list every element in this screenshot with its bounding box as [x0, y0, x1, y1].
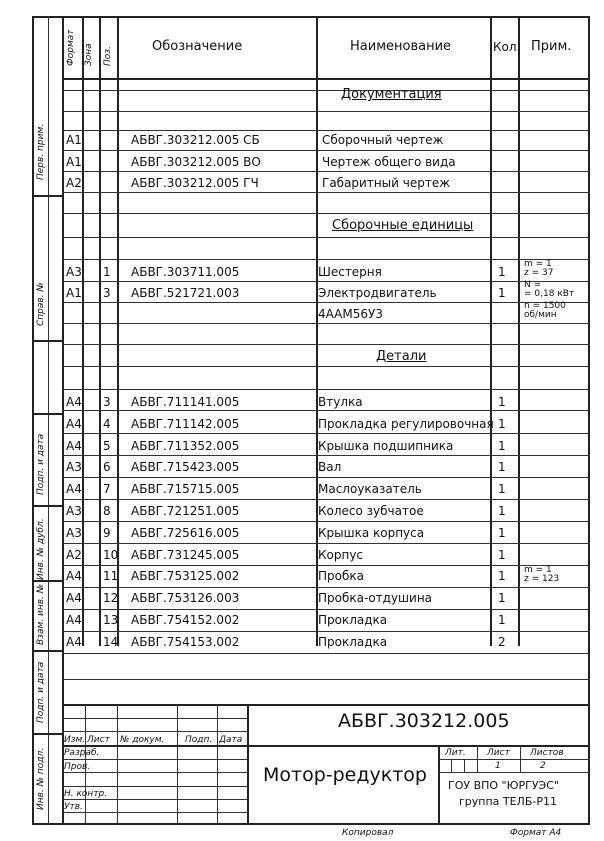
- tb-izm: Изм.: [64, 735, 86, 745]
- row-pos: 1: [103, 265, 111, 279]
- row-format: A3: [66, 265, 82, 279]
- row-name: Крышка корпуса: [318, 526, 425, 540]
- row-name: Пробка-отдушина: [318, 591, 433, 605]
- row-name: 4AAM56У3: [318, 307, 383, 321]
- row-note: N =: [524, 280, 542, 290]
- row-name: Сборочный чертеж: [322, 133, 444, 147]
- header-pos: Поз.: [103, 46, 113, 66]
- row-pos: 8: [103, 504, 111, 518]
- row-pos: 13: [103, 613, 119, 627]
- titleblock-top-line: [62, 704, 590, 706]
- doc-code: АБВГ.303212.005: [338, 710, 510, 732]
- table-row-line: [62, 521, 590, 522]
- side-sep: [32, 413, 62, 415]
- table-row-line: [62, 410, 590, 411]
- row-note: z = 123: [524, 574, 560, 584]
- table-row-line: [62, 433, 590, 434]
- row-qty: 1: [498, 286, 506, 300]
- side-perv-prim: Перв. прим.: [36, 123, 46, 180]
- table-row-line: [62, 631, 590, 632]
- row-designation: АБВГ.753126.003: [131, 591, 240, 605]
- row-designation: АБВГ.754152.002: [131, 613, 240, 627]
- row-pos: 5: [103, 439, 111, 453]
- footer-copied: Копировал: [342, 828, 394, 838]
- row-name: Электродвигатель: [318, 286, 437, 300]
- row-note: об/мин: [524, 310, 557, 320]
- row-qty: 1: [498, 526, 506, 540]
- row-designation: АБВГ.521721.003: [131, 286, 240, 300]
- side-sprav-no: Справ. №: [36, 282, 46, 326]
- row-pos: 6: [103, 460, 111, 474]
- row-qty: 1: [498, 548, 506, 562]
- tb-prov: Пров.: [64, 762, 91, 772]
- table-row-line: [62, 455, 590, 456]
- table-row-line: [62, 323, 590, 324]
- titleblock-divider: [247, 704, 249, 825]
- table-row-line: [62, 281, 590, 282]
- row-format: A3: [66, 526, 82, 540]
- section-assemblies: Сборочные единицы: [332, 218, 474, 233]
- row-format: A2: [66, 176, 82, 190]
- tb-listov-val: 2: [540, 761, 546, 771]
- table-row-line: [62, 130, 590, 131]
- row-format: A4: [66, 395, 82, 409]
- tb-col: [177, 704, 178, 825]
- table-row-line: [62, 90, 590, 91]
- row-qty: 1: [498, 439, 506, 453]
- tb-col: [451, 759, 452, 772]
- tb-list-val: 1: [495, 761, 501, 771]
- tb-row: [62, 731, 247, 732]
- section-docs: Документация: [341, 87, 442, 102]
- table-row-line: [62, 150, 590, 151]
- table-row-line: [62, 259, 590, 260]
- tb-row: [62, 718, 247, 719]
- row-note: = 0,18 кВт: [524, 289, 575, 299]
- table-row-line: [62, 171, 590, 172]
- tb-data: Дата: [219, 735, 243, 745]
- row-name: Втулка: [318, 395, 363, 409]
- side-inv-dubl: Инв. № дубл.: [36, 518, 46, 580]
- row-format: A4: [66, 439, 82, 453]
- header-format: Формат: [66, 29, 76, 66]
- row-name: Вал: [318, 460, 342, 474]
- row-designation: АБВГ.754153.002: [131, 635, 240, 649]
- tb-razrab: Разраб.: [64, 748, 100, 758]
- side-sep: [32, 580, 62, 582]
- row-name: Чертеж общего вида: [322, 155, 456, 169]
- table-row-line: [62, 389, 590, 390]
- row-format: A4: [66, 417, 82, 431]
- row-qty: 1: [498, 460, 506, 474]
- table-row-line: [62, 587, 590, 588]
- table-row-line: [62, 565, 590, 566]
- row-name: Колесо зубчатое: [318, 504, 424, 518]
- side-sep: [32, 733, 62, 735]
- table-row-line: [62, 679, 590, 680]
- tb-doc-no: № докум.: [120, 735, 165, 745]
- row-qty: 1: [498, 569, 506, 583]
- row-pos: 4: [103, 417, 111, 431]
- tb-col: [477, 745, 478, 772]
- tb-col: [117, 704, 118, 825]
- row-name: Пробка: [318, 569, 364, 583]
- row-designation: АБВГ.715715.005: [131, 482, 240, 496]
- doc-title: Мотор-редуктор: [263, 764, 427, 786]
- row-qty: 1: [498, 591, 506, 605]
- row-qty: 1: [498, 613, 506, 627]
- table-row-line: [62, 366, 590, 367]
- table-row-line: [62, 192, 590, 193]
- row-format: A3: [66, 504, 82, 518]
- row-qty: 1: [498, 504, 506, 518]
- tb-listov: Листов: [530, 748, 564, 758]
- tb-row: [438, 772, 590, 773]
- row-designation: АБВГ.711142.005: [131, 417, 240, 431]
- row-format: A3: [66, 460, 82, 474]
- tb-col: [520, 745, 521, 772]
- row-format: A4: [66, 569, 82, 583]
- row-pos: 3: [103, 286, 111, 300]
- side-sep: [32, 650, 62, 652]
- header-note: Прим.: [531, 39, 572, 54]
- table-row-line: [62, 237, 590, 238]
- tb-n-kontr: Н. контр.: [64, 789, 108, 799]
- row-pos: 12: [103, 591, 119, 605]
- row-pos: 3: [103, 395, 111, 409]
- row-format: A2: [66, 548, 82, 562]
- row-qty: 1: [498, 482, 506, 496]
- row-pos: 10: [103, 548, 119, 562]
- row-designation: АБВГ.725616.005: [131, 526, 240, 540]
- side-sep: [32, 195, 62, 197]
- side-podp-data-2: Подп. и дата: [36, 661, 46, 723]
- tb-list: Лист: [87, 735, 110, 745]
- row-note: m = 1: [524, 259, 552, 269]
- row-format: A4: [66, 482, 82, 496]
- row-name: Прокладка: [318, 635, 388, 649]
- header-qty: Кол.: [493, 40, 521, 54]
- row-format: A4: [66, 613, 82, 627]
- row-name: Маслоуказатель: [318, 482, 422, 496]
- side-vzam-inv: Взам. инв. №: [36, 583, 46, 645]
- side-strip-divider: [48, 16, 49, 825]
- tb-col: [464, 759, 465, 772]
- section-details: Детали: [376, 349, 427, 364]
- row-format: A1: [66, 155, 82, 169]
- tb-org1: ГОУ ВПО "ЮРГУЭС": [448, 779, 559, 792]
- header-name: Наименование: [350, 39, 452, 54]
- row-format: A1: [66, 286, 82, 300]
- row-designation: АБВГ.731245.005: [131, 548, 240, 562]
- row-qty: 2: [498, 635, 506, 649]
- row-format: A1: [66, 133, 82, 147]
- row-note: z = 37: [524, 268, 554, 278]
- row-note: n = 1500: [524, 301, 566, 311]
- row-designation: АБВГ.711352.005: [131, 439, 240, 453]
- tb-org2: группа ТЕЛБ-Р11: [459, 795, 557, 808]
- tb-lit: Лит.: [445, 748, 466, 758]
- row-qty: 1: [498, 395, 506, 409]
- row-pos: 14: [103, 635, 119, 649]
- table-row-line: [62, 344, 590, 345]
- row-designation: АБВГ.303212.005 СБ: [131, 133, 260, 147]
- row-designation: АБВГ.721251.005: [131, 504, 240, 518]
- table-row-line: [62, 653, 590, 654]
- row-format: A4: [66, 591, 82, 605]
- row-designation: АБВГ.303711.005: [131, 265, 240, 279]
- titleblock-right-divider: [438, 745, 440, 825]
- tb-list2: Лист: [487, 748, 510, 758]
- side-podp-data-1: Подп. и дата: [36, 433, 46, 495]
- table-row-line: [62, 477, 590, 478]
- row-name: Прокладка: [318, 613, 388, 627]
- tb-utv: Утв.: [64, 802, 83, 812]
- side-sep: [32, 505, 62, 507]
- row-qty: 1: [498, 417, 506, 431]
- row-name: Корпус: [318, 548, 364, 562]
- row-note: m = 1: [524, 565, 552, 575]
- tb-row: [62, 812, 247, 813]
- row-designation: АБВГ.715423.005: [131, 460, 240, 474]
- footer-format: Формат А4: [510, 828, 562, 838]
- table-row-line: [62, 213, 590, 214]
- header-zone: Зона: [84, 43, 94, 66]
- row-designation: АБВГ.711141.005: [131, 395, 240, 409]
- row-designation: АБВГ.303212.005 ВО: [131, 155, 261, 169]
- row-format: A4: [66, 635, 82, 649]
- row-name: Прокладка регулировочная: [318, 417, 494, 431]
- table-row-line: [62, 302, 590, 303]
- row-pos: 7: [103, 482, 111, 496]
- row-name: Габаритный чертеж: [322, 176, 451, 190]
- row-name: Шестерня: [318, 265, 382, 279]
- row-qty: 1: [498, 265, 506, 279]
- tb-col: [217, 704, 218, 825]
- row-designation: АБВГ.303212.005 ГЧ: [131, 176, 259, 190]
- header-bottom-line: [62, 78, 590, 80]
- side-sep: [32, 340, 62, 342]
- header-designation: Обозначение: [152, 39, 243, 54]
- table-row-line: [62, 543, 590, 544]
- row-name: Крышка подшипника: [318, 439, 454, 453]
- row-pos: 11: [103, 569, 119, 583]
- table-row-line: [62, 111, 590, 112]
- row-designation: АБВГ.753125.002: [131, 569, 240, 583]
- row-pos: 9: [103, 526, 111, 540]
- table-row-line: [62, 609, 590, 610]
- side-inv-podl: Инв. № подл.: [36, 747, 46, 810]
- tb-podp: Подп.: [185, 735, 213, 745]
- table-row-line: [62, 499, 590, 500]
